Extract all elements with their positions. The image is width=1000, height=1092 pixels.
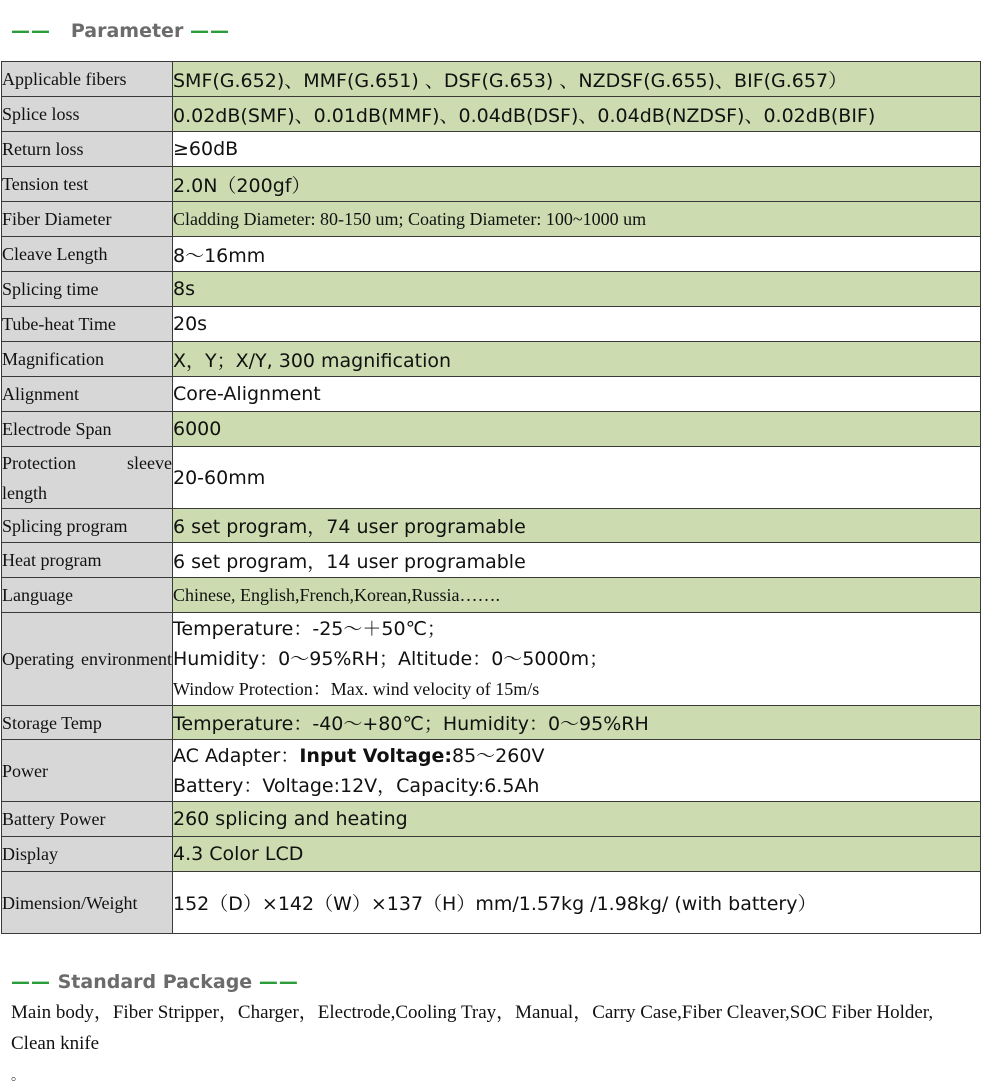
- row-label: Cleave Length: [2, 237, 173, 272]
- table-row: [2, 342, 981, 377]
- operating-window-protection: Window Protection：Max. wind velocity of 15m/s: [173, 679, 540, 699]
- table-row: [2, 802, 981, 837]
- row-value: 8s: [173, 272, 981, 307]
- parameter-heading-title: Parameter: [70, 20, 184, 42]
- table-row: [2, 706, 981, 740]
- standard-package-heading: [11, 971, 299, 993]
- table-row: [2, 167, 981, 202]
- row-value: 20s: [173, 307, 981, 342]
- row-value: 2.0N（200gf）: [173, 167, 981, 202]
- row-value: SMF(G.652)、MMF(G.651) 、DSF(G.653) 、NZDSF(G.655)、BIF(G.657）: [173, 62, 981, 97]
- row-value: 6 set program，14 user programable: [173, 543, 981, 578]
- power-input-voltage-label: Input Voltage:: [299, 744, 452, 767]
- table-row: [2, 97, 981, 132]
- table-row: [2, 202, 981, 237]
- row-value: 152（D）×142（W）×137（H）mm/1.57kg /1.98kg/ (with battery）: [173, 872, 981, 934]
- row-value: 0.02dB(SMF)、0.01dB(MMF)、0.04dB(DSF)、0.04dB(NZDSF)、0.02dB(BIF): [173, 97, 981, 132]
- row-label: Alignment: [2, 377, 173, 412]
- table-row: [2, 412, 981, 447]
- table-row: [2, 62, 981, 97]
- heading-dash-left: ——: [11, 20, 51, 42]
- row-label: Heat program: [2, 543, 173, 578]
- table-row: [2, 132, 981, 167]
- row-value: 4.3 Color LCD: [173, 837, 981, 872]
- row-label: Splicing time: [2, 272, 173, 307]
- power-ac-adapter: [173, 741, 980, 771]
- row-value: ≥60dB: [173, 132, 981, 167]
- operating-humidity-altitude: Humidity：0～95%RH；Altitude：0～5000m；: [173, 648, 609, 670]
- table-row: [2, 740, 981, 802]
- parameter-table: [1, 61, 981, 934]
- row-label: Tension test: [2, 167, 173, 202]
- standard-package-contents: [11, 997, 971, 1092]
- power-ac-prefix: AC Adapter：: [173, 744, 300, 767]
- row-value: 6000: [173, 412, 981, 447]
- package-end-mark: 。: [11, 1069, 25, 1084]
- row-value: X，Y；X/Y, 300 magnification: [173, 342, 981, 377]
- table-row: [2, 447, 981, 509]
- parameter-heading: [11, 20, 230, 42]
- row-label: Return loss: [2, 132, 173, 167]
- table-row: [2, 872, 981, 934]
- row-label: Magnification: [2, 342, 173, 377]
- row-value: 260 splicing and heating: [173, 802, 981, 837]
- table-row: [2, 543, 981, 578]
- operating-temperature: Temperature：-25～＋50℃；: [173, 618, 446, 640]
- power-ac-suffix: 85～260V: [452, 744, 545, 767]
- row-value: 20-60mm: [173, 447, 981, 509]
- row-label: Protection sleeve length: [2, 447, 173, 509]
- row-value: 8～16mm: [173, 237, 981, 272]
- heading-dash-left: ——: [11, 971, 51, 993]
- row-label: Tube-heat Time: [2, 307, 173, 342]
- power-battery: Battery：Voltage:12V，Capacity:6.5Ah: [173, 774, 540, 797]
- table-row: [2, 509, 981, 543]
- row-label: Language: [2, 578, 173, 613]
- row-value: [173, 740, 981, 802]
- row-label: Splicing program: [2, 509, 173, 543]
- row-label: Operating environment: [2, 613, 173, 706]
- row-label: Battery Power: [2, 802, 173, 837]
- row-label: Power: [2, 740, 173, 802]
- heading-dash-right: ——: [258, 971, 299, 993]
- table-row: [2, 377, 981, 412]
- row-value: [173, 613, 981, 706]
- row-value: Core-Alignment: [173, 377, 981, 412]
- table-row: [2, 237, 981, 272]
- row-value: 6 set program，74 user programable: [173, 509, 981, 543]
- standard-package-title: Standard Package: [57, 971, 253, 993]
- row-value: Cladding Diameter: 80-150 um; Coating Diameter: 100~1000 um: [173, 202, 981, 237]
- row-label: Display: [2, 837, 173, 872]
- row-label: Electrode Span: [2, 412, 173, 447]
- package-list: Main body，Fiber Stripper，Charger，Electrode,Cooling Tray，Manual，Carry Case,Fiber Cleaver,SOC Fiber Holder, Clean knife: [11, 1002, 934, 1054]
- row-value: Temperature：-40～+80℃；Humidity：0～95%RH: [173, 706, 981, 740]
- table-row: [2, 578, 981, 613]
- heading-dash-right: ——: [189, 20, 230, 42]
- table-row: [2, 613, 981, 706]
- row-label: Fiber Diameter: [2, 202, 173, 237]
- row-label: Storage Temp: [2, 706, 173, 740]
- table-row: [2, 272, 981, 307]
- table-row: [2, 307, 981, 342]
- row-value: Chinese, English,French,Korean,Russia…….: [173, 578, 981, 613]
- row-label: Splice loss: [2, 97, 173, 132]
- row-label: Dimension/Weight: [2, 872, 173, 934]
- table-row: [2, 837, 981, 872]
- row-label: Applicable fibers: [2, 62, 173, 97]
